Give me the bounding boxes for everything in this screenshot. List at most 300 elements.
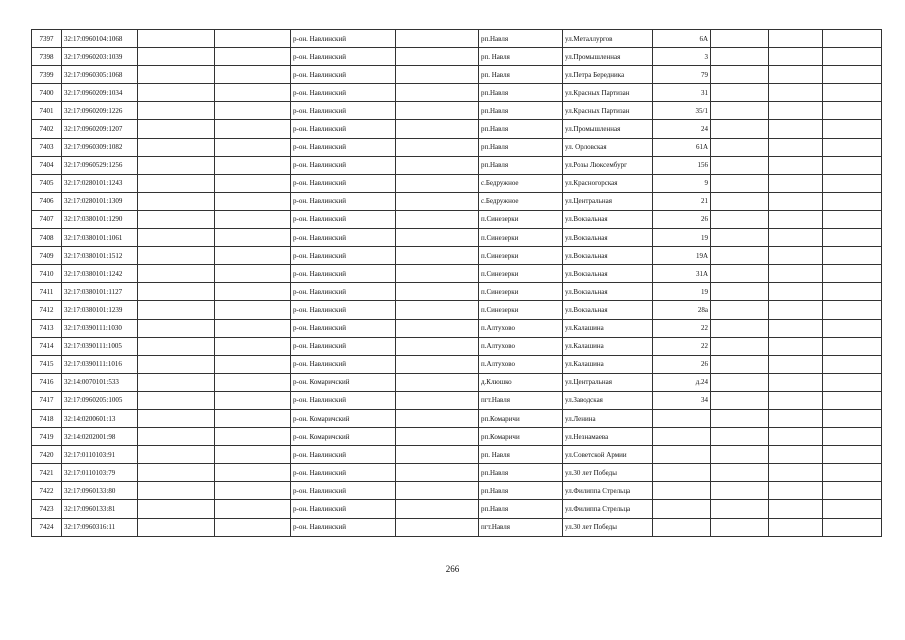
- table-row: [32, 102, 882, 120]
- house-number-cell: 26: [653, 210, 711, 228]
- empty-cell: [215, 391, 291, 409]
- empty-cell: [711, 120, 769, 138]
- empty-cell: [215, 319, 291, 337]
- empty-cell: [823, 391, 882, 409]
- empty-cell: [769, 265, 823, 283]
- cadastral-number-cell: 32:17:0380101:1239: [62, 301, 138, 319]
- district-cell: р-он. Навлинский: [291, 265, 396, 283]
- empty-cell: [823, 337, 882, 355]
- street-cell: ул.Красногорская: [563, 174, 653, 192]
- empty-cell: [138, 337, 215, 355]
- locality-cell: рп.Навля: [479, 500, 563, 518]
- empty-cell: [711, 156, 769, 174]
- cadastral-number-cell: 32:17:0280101:1309: [62, 192, 138, 210]
- empty-cell: [396, 102, 479, 120]
- empty-cell: [215, 66, 291, 84]
- house-number-cell: 21: [653, 192, 711, 210]
- empty-cell: [215, 102, 291, 120]
- house-number-cell: 31: [653, 84, 711, 102]
- cadastral-number-cell: 32:17:0960104:1068: [62, 30, 138, 48]
- street-cell: ул.Розы Люксембург: [563, 156, 653, 174]
- row-number-cell: 7413: [32, 319, 62, 337]
- district-cell: р-он. Навлинский: [291, 500, 396, 518]
- empty-cell: [396, 156, 479, 174]
- empty-cell: [769, 373, 823, 391]
- empty-cell: [711, 409, 769, 427]
- empty-cell: [396, 30, 479, 48]
- empty-cell: [215, 446, 291, 464]
- empty-cell: [823, 210, 882, 228]
- locality-cell: рп.Навля: [479, 138, 563, 156]
- street-cell: ул.Центральная: [563, 192, 653, 210]
- empty-cell: [396, 355, 479, 373]
- house-number-cell: [653, 428, 711, 446]
- house-number-cell: 19: [653, 283, 711, 301]
- empty-cell: [823, 66, 882, 84]
- row-number-cell: 7421: [32, 464, 62, 482]
- empty-cell: [769, 84, 823, 102]
- empty-cell: [396, 500, 479, 518]
- row-number-cell: 7400: [32, 84, 62, 102]
- empty-cell: [823, 446, 882, 464]
- cadastral-number-cell: 32:17:0110103:79: [62, 464, 138, 482]
- empty-cell: [823, 156, 882, 174]
- empty-cell: [769, 355, 823, 373]
- table-row: [32, 373, 882, 391]
- house-number-cell: 156: [653, 156, 711, 174]
- cadastral-number-cell: 32:17:0380101:1127: [62, 283, 138, 301]
- street-cell: ул.Промышленная: [563, 48, 653, 66]
- locality-cell: пгт.Навля: [479, 391, 563, 409]
- empty-cell: [138, 500, 215, 518]
- table-row: [32, 247, 882, 265]
- house-number-cell: 31А: [653, 265, 711, 283]
- empty-cell: [711, 446, 769, 464]
- locality-cell: с.Бедружное: [479, 174, 563, 192]
- empty-cell: [396, 319, 479, 337]
- cadastral-number-cell: 32:17:0960209:1034: [62, 84, 138, 102]
- empty-cell: [823, 500, 882, 518]
- empty-cell: [769, 409, 823, 427]
- empty-cell: [711, 210, 769, 228]
- street-cell: ул.Металлургов: [563, 30, 653, 48]
- table-row: [32, 120, 882, 138]
- street-cell: ул.Филиппа Стрельца: [563, 482, 653, 500]
- empty-cell: [215, 373, 291, 391]
- empty-cell: [138, 174, 215, 192]
- empty-cell: [138, 319, 215, 337]
- empty-cell: [396, 66, 479, 84]
- locality-cell: рп.Комаричи: [479, 409, 563, 427]
- row-number-cell: 7408: [32, 229, 62, 247]
- empty-cell: [823, 464, 882, 482]
- empty-cell: [823, 192, 882, 210]
- district-cell: р-он. Навлинский: [291, 30, 396, 48]
- empty-cell: [711, 48, 769, 66]
- locality-cell: п.Алтухово: [479, 319, 563, 337]
- empty-cell: [215, 120, 291, 138]
- empty-cell: [823, 428, 882, 446]
- table-row: [32, 319, 882, 337]
- table-row: [32, 428, 882, 446]
- empty-cell: [823, 174, 882, 192]
- cadastral-number-cell: 32:17:0380101:1061: [62, 229, 138, 247]
- street-cell: ул.Незнамаева: [563, 428, 653, 446]
- empty-cell: [711, 373, 769, 391]
- district-cell: р-он. Навлинский: [291, 156, 396, 174]
- empty-cell: [138, 30, 215, 48]
- empty-cell: [215, 518, 291, 536]
- cadastral-number-cell: 32:17:0960133:81: [62, 500, 138, 518]
- house-number-cell: 9: [653, 174, 711, 192]
- district-cell: р-он. Комаричский: [291, 428, 396, 446]
- empty-cell: [769, 30, 823, 48]
- cadastral-number-cell: 32:14:0200601:13: [62, 409, 138, 427]
- empty-cell: [138, 48, 215, 66]
- empty-cell: [823, 120, 882, 138]
- house-number-cell: [653, 464, 711, 482]
- empty-cell: [711, 229, 769, 247]
- empty-cell: [138, 446, 215, 464]
- empty-cell: [215, 247, 291, 265]
- cadastral-number-cell: 32:17:0960309:1082: [62, 138, 138, 156]
- empty-cell: [769, 192, 823, 210]
- district-cell: р-он. Навлинский: [291, 174, 396, 192]
- house-number-cell: [653, 518, 711, 536]
- empty-cell: [769, 229, 823, 247]
- cadastral-number-cell: 32:17:0110103:91: [62, 446, 138, 464]
- locality-cell: рп.Навля: [479, 30, 563, 48]
- empty-cell: [138, 192, 215, 210]
- district-cell: р-он. Навлинский: [291, 229, 396, 247]
- empty-cell: [711, 500, 769, 518]
- empty-cell: [215, 174, 291, 192]
- table-row: [32, 138, 882, 156]
- locality-cell: рп.Комаричи: [479, 428, 563, 446]
- cadastral-number-cell: 32:17:0380101:1290: [62, 210, 138, 228]
- street-cell: ул.Заводская: [563, 391, 653, 409]
- cadastral-number-cell: 32:17:0960316:11: [62, 518, 138, 536]
- empty-cell: [711, 355, 769, 373]
- empty-cell: [138, 138, 215, 156]
- locality-cell: рп.Навля: [479, 464, 563, 482]
- empty-cell: [138, 409, 215, 427]
- house-number-cell: 22: [653, 337, 711, 355]
- empty-cell: [769, 500, 823, 518]
- row-number-cell: 7415: [32, 355, 62, 373]
- house-number-cell: 19А: [653, 247, 711, 265]
- empty-cell: [396, 138, 479, 156]
- street-cell: ул. Орловская: [563, 138, 653, 156]
- empty-cell: [215, 84, 291, 102]
- empty-cell: [769, 428, 823, 446]
- street-cell: ул.30 лет Победы: [563, 464, 653, 482]
- empty-cell: [215, 283, 291, 301]
- street-cell: ул.Промышленная: [563, 120, 653, 138]
- empty-cell: [138, 301, 215, 319]
- cadastral-number-cell: 32:14:0202001:98: [62, 428, 138, 446]
- district-cell: р-он. Комаричский: [291, 409, 396, 427]
- empty-cell: [396, 446, 479, 464]
- empty-cell: [769, 48, 823, 66]
- empty-cell: [396, 229, 479, 247]
- empty-cell: [823, 102, 882, 120]
- empty-cell: [711, 482, 769, 500]
- district-cell: р-он. Навлинский: [291, 84, 396, 102]
- district-cell: р-он. Навлинский: [291, 192, 396, 210]
- empty-cell: [138, 391, 215, 409]
- empty-cell: [769, 66, 823, 84]
- empty-cell: [396, 518, 479, 536]
- empty-cell: [769, 283, 823, 301]
- house-number-cell: [653, 482, 711, 500]
- row-number-cell: 7418: [32, 409, 62, 427]
- cadastral-number-cell: 32:17:0960133:80: [62, 482, 138, 500]
- empty-cell: [711, 337, 769, 355]
- house-number-cell: [653, 500, 711, 518]
- empty-cell: [396, 409, 479, 427]
- page-number: 266: [445, 564, 460, 574]
- row-number-cell: 7414: [32, 337, 62, 355]
- empty-cell: [138, 210, 215, 228]
- empty-cell: [215, 210, 291, 228]
- empty-cell: [769, 156, 823, 174]
- table-row: [32, 30, 882, 48]
- empty-cell: [138, 247, 215, 265]
- table-row: [32, 229, 882, 247]
- empty-cell: [769, 391, 823, 409]
- empty-cell: [215, 500, 291, 518]
- street-cell: ул.Филиппа Стрельца: [563, 500, 653, 518]
- row-number-cell: 7417: [32, 391, 62, 409]
- row-number-cell: 7401: [32, 102, 62, 120]
- house-number-cell: д.24: [653, 373, 711, 391]
- locality-cell: п.Синезерки: [479, 229, 563, 247]
- empty-cell: [823, 229, 882, 247]
- empty-cell: [396, 428, 479, 446]
- table-row: [32, 337, 882, 355]
- row-number-cell: 7423: [32, 500, 62, 518]
- cadastral-number-cell: 32:17:0390111:1030: [62, 319, 138, 337]
- empty-cell: [138, 464, 215, 482]
- district-cell: р-он. Навлинский: [291, 210, 396, 228]
- district-cell: р-он. Навлинский: [291, 391, 396, 409]
- empty-cell: [215, 409, 291, 427]
- row-number-cell: 7409: [32, 247, 62, 265]
- cadastral-number-cell: 32:17:0960529:1256: [62, 156, 138, 174]
- street-cell: ул.Калашина: [563, 355, 653, 373]
- house-number-cell: 34: [653, 391, 711, 409]
- empty-cell: [396, 192, 479, 210]
- house-number-cell: 35/1: [653, 102, 711, 120]
- empty-cell: [823, 247, 882, 265]
- empty-cell: [769, 301, 823, 319]
- table-row: [32, 283, 882, 301]
- empty-cell: [711, 138, 769, 156]
- empty-cell: [711, 66, 769, 84]
- cadastral-number-cell: 32:17:0390111:1005: [62, 337, 138, 355]
- empty-cell: [396, 482, 479, 500]
- cadastral-number-cell: 32:17:0280101:1243: [62, 174, 138, 192]
- empty-cell: [711, 192, 769, 210]
- cadastral-number-cell: 32:17:0960209:1207: [62, 120, 138, 138]
- row-number-cell: 7405: [32, 174, 62, 192]
- table-row: [32, 518, 882, 536]
- street-cell: ул.Центральная: [563, 373, 653, 391]
- empty-cell: [769, 337, 823, 355]
- empty-cell: [769, 210, 823, 228]
- locality-cell: пгт.Навля: [479, 518, 563, 536]
- district-cell: р-он. Навлинский: [291, 482, 396, 500]
- house-number-cell: 6А: [653, 30, 711, 48]
- empty-cell: [138, 518, 215, 536]
- district-cell: р-он. Навлинский: [291, 355, 396, 373]
- empty-cell: [823, 84, 882, 102]
- house-number-cell: 24: [653, 120, 711, 138]
- empty-cell: [711, 265, 769, 283]
- row-number-cell: 7416: [32, 373, 62, 391]
- empty-cell: [769, 446, 823, 464]
- district-cell: р-он. Навлинский: [291, 518, 396, 536]
- district-cell: р-он. Навлинский: [291, 66, 396, 84]
- registry-body: [32, 30, 882, 537]
- house-number-cell: 26: [653, 355, 711, 373]
- row-number-cell: 7402: [32, 120, 62, 138]
- row-number-cell: 7411: [32, 283, 62, 301]
- table-row: [32, 192, 882, 210]
- empty-cell: [215, 156, 291, 174]
- empty-cell: [215, 355, 291, 373]
- empty-cell: [823, 138, 882, 156]
- street-cell: ул.Советской Армии: [563, 446, 653, 464]
- table-row: [32, 464, 882, 482]
- table-row: [32, 210, 882, 228]
- empty-cell: [823, 518, 882, 536]
- empty-cell: [823, 319, 882, 337]
- row-number-cell: 7419: [32, 428, 62, 446]
- district-cell: р-он. Комаричский: [291, 373, 396, 391]
- empty-cell: [215, 30, 291, 48]
- cadastral-number-cell: 32:17:0390111:1016: [62, 355, 138, 373]
- district-cell: р-он. Навлинский: [291, 301, 396, 319]
- empty-cell: [138, 373, 215, 391]
- district-cell: р-он. Навлинский: [291, 283, 396, 301]
- street-cell: ул.Калашина: [563, 337, 653, 355]
- empty-cell: [823, 283, 882, 301]
- empty-cell: [711, 247, 769, 265]
- district-cell: р-он. Навлинский: [291, 102, 396, 120]
- empty-cell: [396, 391, 479, 409]
- empty-cell: [138, 66, 215, 84]
- empty-cell: [711, 102, 769, 120]
- row-number-cell: 7406: [32, 192, 62, 210]
- empty-cell: [711, 464, 769, 482]
- locality-cell: рп.Навля: [479, 482, 563, 500]
- locality-cell: рп.Навля: [479, 156, 563, 174]
- street-cell: ул.Петра Бередника: [563, 66, 653, 84]
- empty-cell: [138, 120, 215, 138]
- empty-cell: [138, 156, 215, 174]
- house-number-cell: 22: [653, 319, 711, 337]
- house-number-cell: 3: [653, 48, 711, 66]
- row-number-cell: 7397: [32, 30, 62, 48]
- empty-cell: [138, 283, 215, 301]
- empty-cell: [711, 518, 769, 536]
- district-cell: р-он. Навлинский: [291, 319, 396, 337]
- empty-cell: [215, 337, 291, 355]
- empty-cell: [823, 355, 882, 373]
- empty-cell: [215, 464, 291, 482]
- locality-cell: рп. Навля: [479, 66, 563, 84]
- empty-cell: [823, 373, 882, 391]
- locality-cell: рп. Навля: [479, 48, 563, 66]
- row-number-cell: 7404: [32, 156, 62, 174]
- table-row: [32, 409, 882, 427]
- street-cell: ул.Вокзальная: [563, 210, 653, 228]
- empty-cell: [769, 464, 823, 482]
- cadastral-number-cell: 32:17:0960205:1005: [62, 391, 138, 409]
- row-number-cell: 7420: [32, 446, 62, 464]
- empty-cell: [769, 138, 823, 156]
- empty-cell: [215, 428, 291, 446]
- district-cell: р-он. Навлинский: [291, 120, 396, 138]
- table-row: [32, 174, 882, 192]
- empty-cell: [396, 337, 479, 355]
- row-number-cell: 7403: [32, 138, 62, 156]
- locality-cell: д.Клюшко: [479, 373, 563, 391]
- locality-cell: п.Алтухово: [479, 355, 563, 373]
- empty-cell: [138, 428, 215, 446]
- table-row: [32, 500, 882, 518]
- empty-cell: [711, 391, 769, 409]
- locality-cell: п.Синезерки: [479, 265, 563, 283]
- empty-cell: [396, 464, 479, 482]
- empty-cell: [396, 373, 479, 391]
- empty-cell: [711, 301, 769, 319]
- street-cell: ул.Вокзальная: [563, 229, 653, 247]
- empty-cell: [823, 482, 882, 500]
- empty-cell: [711, 174, 769, 192]
- table-row: [32, 66, 882, 84]
- row-number-cell: 7412: [32, 301, 62, 319]
- locality-cell: рп.Навля: [479, 102, 563, 120]
- locality-cell: рп. Навля: [479, 446, 563, 464]
- street-cell: ул.Калашина: [563, 319, 653, 337]
- house-number-cell: 19: [653, 229, 711, 247]
- empty-cell: [769, 319, 823, 337]
- empty-cell: [396, 84, 479, 102]
- row-number-cell: 7398: [32, 48, 62, 66]
- table-row: [32, 84, 882, 102]
- empty-cell: [138, 482, 215, 500]
- empty-cell: [769, 120, 823, 138]
- district-cell: р-он. Навлинский: [291, 337, 396, 355]
- empty-cell: [396, 301, 479, 319]
- empty-cell: [711, 283, 769, 301]
- table-row: [32, 301, 882, 319]
- empty-cell: [396, 265, 479, 283]
- empty-cell: [823, 409, 882, 427]
- cadastral-number-cell: 32:17:0960305:1068: [62, 66, 138, 84]
- table-row: [32, 265, 882, 283]
- empty-cell: [138, 229, 215, 247]
- empty-cell: [823, 301, 882, 319]
- table-row: [32, 391, 882, 409]
- empty-cell: [138, 265, 215, 283]
- district-cell: р-он. Навлинский: [291, 446, 396, 464]
- empty-cell: [138, 102, 215, 120]
- table-row: [32, 48, 882, 66]
